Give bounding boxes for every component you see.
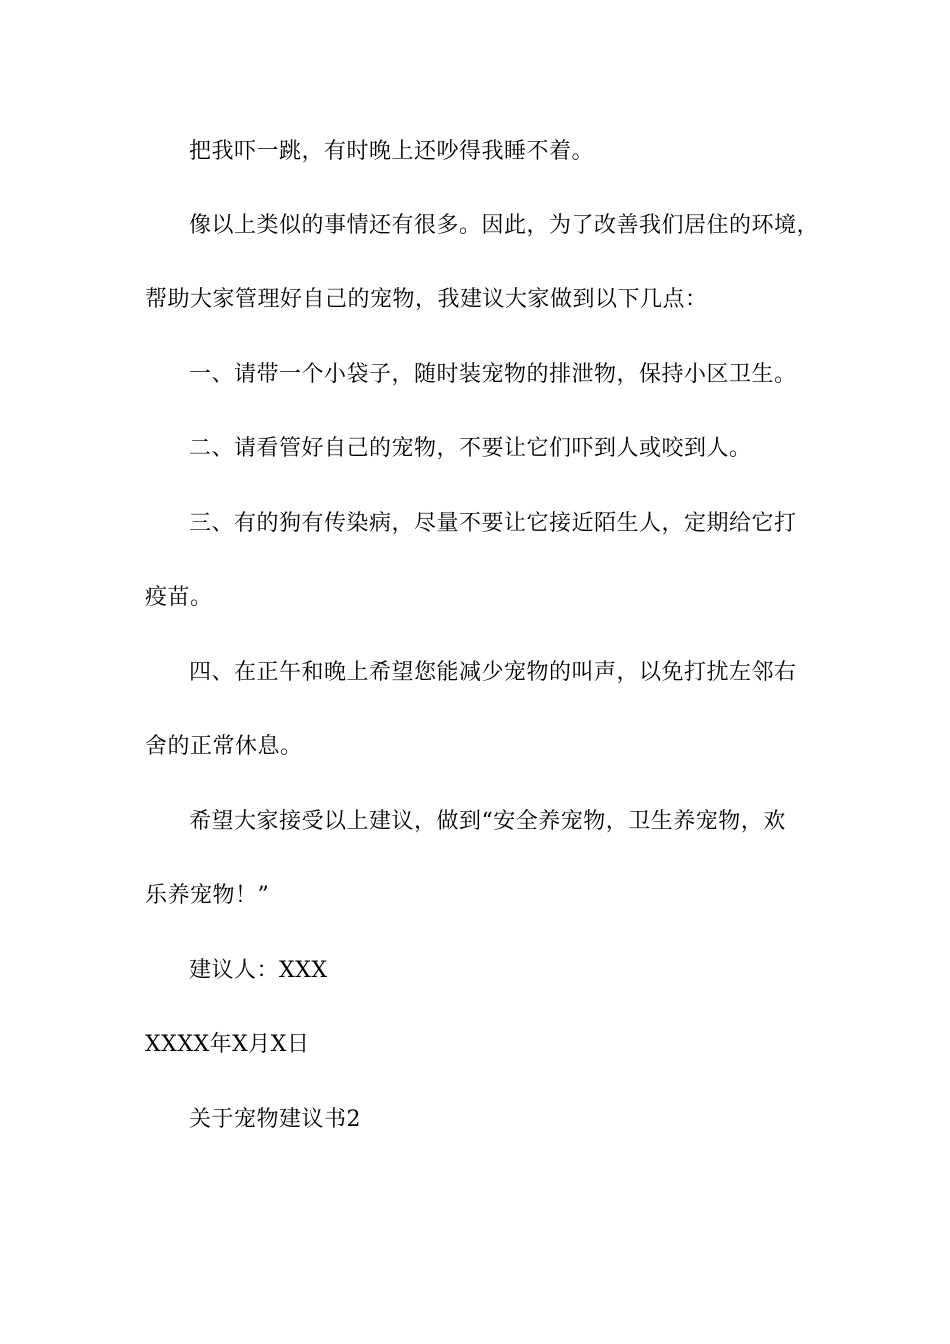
- section-heading: 关于宠物建议书2: [189, 1107, 361, 1132]
- list-item-4-continued: 舍的正常休息。: [145, 734, 303, 759]
- list-item-3: 三、有的狗有传染病，尽量不要让它接近陌生人，定期给它打: [189, 511, 797, 536]
- signatory: 建议人：XXX: [189, 958, 328, 983]
- paragraph-line: 像以上类似的事情还有很多。因此，为了改善我们居住的环境，: [189, 213, 820, 238]
- list-item-2: 二、请看管好自己的宠物，不要让它们吓到人或咬到人。: [189, 436, 752, 461]
- date-line: XXXX年X月X日: [145, 1032, 310, 1057]
- list-item-4: 四、在正午和晚上希望您能减少宠物的叫声，以免打扰左邻右: [189, 660, 797, 685]
- paragraph-line: 帮助大家管理好自己的宠物，我建议大家做到以下几点：: [145, 287, 708, 312]
- paragraph-line: 把我吓一跳，有时晚上还吵得我睡不着。: [189, 139, 595, 164]
- list-item-1: 一、请带一个小袋子，随时装宠物的排泄物，保持小区卫生。: [189, 362, 797, 387]
- list-item-3-continued: 疫苗。: [145, 585, 213, 610]
- closing-paragraph: 希望大家接受以上建议，做到“安全养宠物，卫生养宠物，欢: [189, 809, 786, 834]
- closing-paragraph-continued: 乐养宠物！”: [145, 883, 270, 908]
